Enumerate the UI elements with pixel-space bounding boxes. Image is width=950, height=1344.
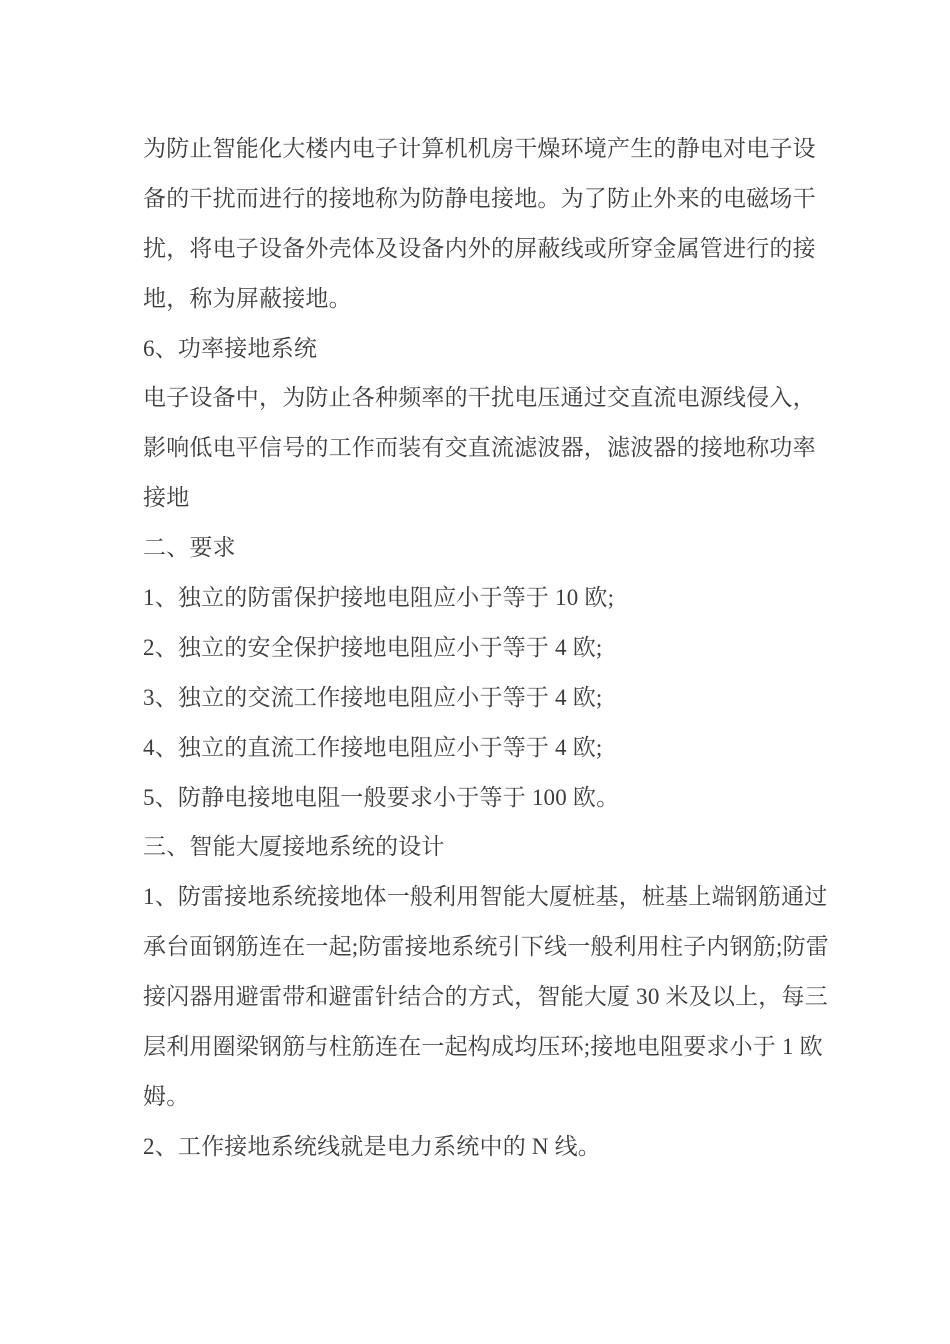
document-line: 层利用圈梁钢筋与柱筋连在一起构成均压环;接地电阻要求小于 1 欧 (143, 1034, 823, 1060)
document-line: 4、独立的直流工作接地电阻应小于等于 4 欧; (143, 734, 603, 760)
document-line: 二、要求 (143, 535, 236, 561)
document-line: 1、独立的防雷保护接地电阻应小于等于 10 欧; (143, 585, 615, 611)
document-line: 三、智能大厦接地系统的设计 (143, 834, 445, 860)
document-line: 电子设备中，为防止各种频率的干扰电压通过交直流电源线侵入， (143, 385, 816, 411)
document-line: 姆。 (143, 1083, 190, 1109)
document-line: 2、独立的安全保护接地电阻应小于等于 4 欧; (143, 634, 603, 660)
document-line: 为防止智能化大楼内电子计算机机房干燥环境产生的静电对电子设 (143, 136, 816, 161)
document-body (143, 124, 833, 1172)
document-line: 接闪器用避雷带和避雷针结合的方式，智能大厦 30 米及以上，每三 (143, 984, 828, 1010)
document-line: 1、防雷接地系统接地体一般利用智能大厦桩基，桩基上端钢筋通过 (143, 884, 828, 910)
document-line: 地，称为屏蔽接地。 (143, 285, 352, 311)
document-line: 影响低电平信号的工作而装有交直流滤波器，滤波器的接地称功率 (143, 435, 816, 461)
document-line: 6、功率接地系统 (143, 335, 318, 361)
document-line: 2、工作接地系统线就是电力系统中的 N 线。 (143, 1133, 602, 1159)
document-line: 3、独立的交流工作接地电阻应小于等于 4 欧; (143, 684, 603, 710)
document-line: 5、防静电接地电阻一般要求小于等于 100 欧。 (143, 784, 620, 810)
document-line: 备的干扰而进行的接地称为防静电接地。为了防止外来的电磁场干 (143, 185, 816, 211)
document-line: 扰，将电子设备外壳体及设备内外的屏蔽线或所穿金属管进行的接 (143, 235, 816, 261)
document-line: 接地 (143, 485, 190, 511)
document-line: 承台面钢筋连在一起;防雷接地系统引下线一般利用柱子内钢筋;防雷 (143, 934, 829, 960)
